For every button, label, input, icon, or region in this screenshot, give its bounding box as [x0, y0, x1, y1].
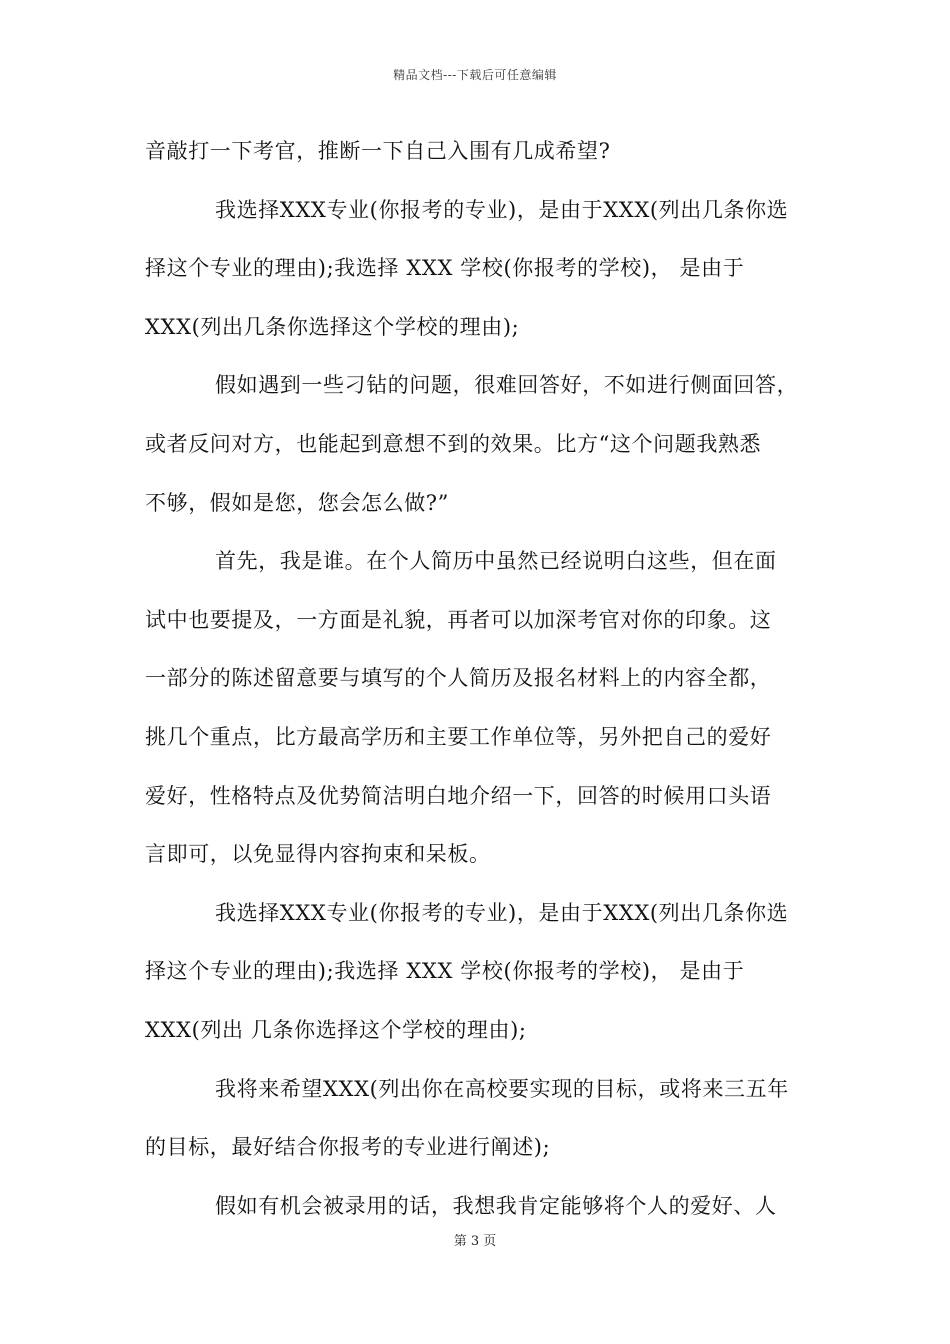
body-text-line: 假如有机会被录用的话，我想我肯定能够将个人的爱好、人: [215, 1193, 777, 1218]
body-text-line: 音敲打一下考官，推断一下自己入围有几成希望?: [145, 139, 611, 163]
body-text-line: 择这个专业的理由);我选择 XXX 学校(你报考的学校)， 是由于: [145, 256, 745, 281]
body-text-line: 挑几个重点，比方最高学历和主要工作单位等，另外把自己的爱好: [145, 724, 772, 749]
body-text-line: 一部分的陈述留意要与填写的个人简历及报名材料上的内容全都，: [145, 666, 772, 691]
page-number: 第 3 页: [453, 1234, 497, 1249]
body-text-line: 或者反问对方，也能起到意想不到的效果。比方“这个问题我熟悉: [145, 431, 762, 456]
body-text-line: XXX(列出几条你选择这个学校的理由);: [145, 314, 520, 339]
page-header: 精品文档---下载后可任意编辑: [393, 68, 557, 82]
body-text-line: 试中也要提及，一方面是礼貌，再者可以加深考官对你的印象。这: [145, 607, 772, 632]
body-text-line: 我选择XXX专业(你报考的专业)，是由于XXX(列出几条你选: [215, 197, 789, 222]
body-text-line: 言即可，以免显得内容拘束和呆板。: [145, 842, 491, 867]
body-text-line: 我将来希望XXX(列出你在高校要实现的目标，或将来三五年: [215, 1076, 789, 1101]
body-text-line: 首先，我是谁。在个人简历中虽然已经说明白这些，但在面: [215, 549, 777, 574]
body-text-line: XXX(列出 几条你选择这个学校的理由);: [145, 1017, 527, 1042]
body-text-line: 我选择XXX专业(你报考的专业)，是由于XXX(列出几条你选: [215, 900, 789, 925]
document-body: [145, 128, 810, 1241]
body-text-line: 假如遇到一些刁钻的问题，很难回答好，不如进行侧面回答，: [215, 373, 799, 398]
body-text-line: 的目标，最好结合你报考的专业进行阐述);: [145, 1135, 551, 1160]
body-text-line: 不够，假如是您，您会怎么做?”: [145, 490, 449, 515]
body-text-line: 择这个专业的理由);我选择 XXX 学校(你报考的学校)， 是由于: [145, 959, 745, 984]
body-text-line: 爱好，性格特点及优势简洁明白地介绍一下，回答的时候用口头语: [145, 783, 772, 808]
